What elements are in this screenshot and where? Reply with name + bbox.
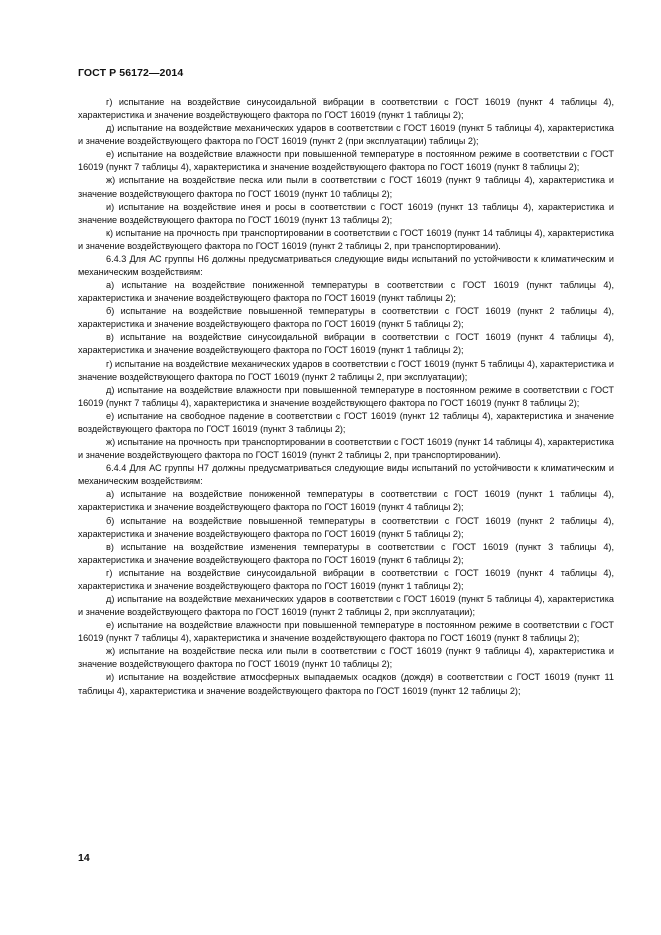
paragraph: е) испытание на воздействие влажности при повышенной температуре в постоянном режиме в соответствии с ГОСТ 16019 (пункт 7 таблицы 4), характеристика и значение воздействующего фактора по ГОСТ 16019 (пункт 8 таблицы 2);	[78, 620, 614, 644]
paragraph: б) испытание на воздействие повышенной температуры в соответствии с ГОСТ 16019 (пункт 2 таблицы 4), характеристика и значение воздействующего фактора по ГОСТ 16019 (пункт 5 таблицы 2);	[78, 515, 614, 539]
paragraph: в) испытание на воздействие изменения температуры в соответствии с ГОСТ 16019 (пункт 3 таблицы 4), характеристика и значение воздействующего фактора по ГОСТ 16019 (пункт 6 таблицы 2);	[78, 541, 614, 565]
paragraph: ж) испытание на воздействие песка или пыли в соответствии с ГОСТ 16019 (пункт 9 таблицы 4), характеристика и значение воздействующего фактора по ГОСТ 16019 (пункт 10 таблицы 2);	[78, 175, 614, 199]
paragraph: д) испытание на воздействие механических ударов в соответствии с ГОСТ 16019 (пункт 5 таблицы 4), характеристика и значение воздействующего фактора по ГОСТ 16019 (пункт 2 таблицы 2, при эксплуатации);	[78, 593, 614, 618]
paragraph: ж) испытание на воздействие песка или пыли в соответствии с ГОСТ 16019 (пункт 9 таблицы 4), характеристика и значение воздействующего фактора по ГОСТ 16019 (пункт 10 таблицы 2);	[78, 646, 614, 670]
paragraph: ж) испытание на прочность при транспортировании в соответствии с ГОСТ 16019 (пункт 14 таблицы 4), характеристика и значение воздействующего фактора по ГОСТ 16019 (пункт 2 таблицы 2, при транспортировании).	[78, 437, 614, 461]
paragraph: а) испытание на воздействие пониженной температуры в соответствии с ГОСТ 16019 (пункт таблицы 4), характеристика и значение воздействующего фактора по ГОСТ 16019 (пункт таблицы 2);	[78, 280, 614, 304]
paragraph: б) испытание на воздействие повышенной температуры в соответствии с ГОСТ 16019 (пункт 2 таблицы 4), характеристика и значение воздействующего фактора по ГОСТ 16019 (пункт 5 таблицы 2);	[78, 306, 614, 330]
section-paragraph: 6.4.3 Для АС группы Н6 должны предусматриваться следующие виды испытаний по устойчивости к климатическим и механическим воздействиям:	[78, 253, 614, 278]
paragraph: д) испытание на воздействие механических ударов в соответствии с ГОСТ 16019 (пункт 5 таблицы 4), характеристика и значение воздействующего фактора по ГОСТ 16019 (пункт 2 (при эксплуатации) таблицы 2);	[78, 123, 614, 147]
paragraph: к) испытание на прочность при транспортировании в соответствии с ГОСТ 16019 (пункт 14 таблицы 4), характеристика и значение воздействующего фактора по ГОСТ 16019 (пункт 2 таблицы 2, при транспортировании).	[78, 227, 614, 251]
paragraph: и) испытание на воздействие инея и росы в соответствии с ГОСТ 16019 (пункт 13 таблицы 4), характеристика и значение воздействующего фактора по ГОСТ 16019 (пункт 13 таблицы 2);	[78, 201, 614, 225]
paragraph: е) испытание на свободное падение в соответствии с ГОСТ 16019 (пункт 12 таблицы 4), характеристика и значение воздействующего фактора по ГОСТ 16019 (пункт 3 таблицы 2);	[78, 410, 614, 434]
document-body	[78, 96, 614, 698]
paragraph: д) испытание на воздействие влажности при повышенной температуре в постоянном режиме в соответствии с ГОСТ 16019 (пункт 7 таблицы 4), характеристика и значение воздействующего фактора по ГОСТ 16019 (пункт 8 таблицы 2);	[78, 384, 614, 408]
paragraph: в) испытание на воздействие синусоидальной вибрации в соответствии с ГОСТ 16019 (пункт 4 таблицы 4), характеристика и значение воздействующего фактора по ГОСТ 16019 (пункт 1 таблицы 2);	[78, 332, 614, 356]
document-header: ГОСТ Р 56172—2014	[78, 67, 184, 79]
paragraph: е) испытание на воздействие влажности при повышенной температуре в постоянном режиме в соответствии с ГОСТ 16019 (пункт 7 таблицы 4), характеристика и значение воздействующего фактора по ГОСТ 16019 (пункт 8 таблицы 2);	[78, 149, 614, 173]
paragraph: г) испытание на воздействие механических ударов в соответствии с ГОСТ 16019 (пункт 5 таблицы 4), характеристика и значение воздействующего фактора по ГОСТ 16019 (пункт 2 таблицы 2, при эксплуатации);	[78, 358, 614, 382]
paragraph: г) испытание на воздействие синусоидальной вибрации в соответствии с ГОСТ 16019 (пункт 4 таблицы 4), характеристика и значение воздействующего фактора по ГОСТ 16019 (пункт 1 таблицы 2);	[78, 97, 614, 121]
paragraph: а) испытание на воздействие пониженной температуры в соответствии с ГОСТ 16019 (пункт 1 таблицы 4), характеристика и значение воздействующего фактора по ГОСТ 16019 (пункт 4 таблицы 2);	[78, 489, 614, 513]
section-paragraph: 6.4.4 Для АС группы Н7 должны предусматриваться следующие виды испытаний по устойчивости к климатическим и механическим воздействиям:	[78, 463, 614, 487]
paragraph: и) испытание на воздействие атмосферных выпадаемых осадков (дождя) в соответствии с ГОСТ 16019 (пункт 11 таблицы 4), характеристика и значение воздействующего фактора по ГОСТ 16019 (пункт 12 таблицы 2);	[78, 672, 614, 696]
paragraph: г) испытание на воздействие синусоидальной вибрации в соответствии с ГОСТ 16019 (пункт 4 таблицы 4), характеристика и значение воздействующего фактора по ГОСТ 16019 (пункт 1 таблицы 2);	[78, 567, 614, 591]
page-number: 14	[78, 852, 90, 864]
